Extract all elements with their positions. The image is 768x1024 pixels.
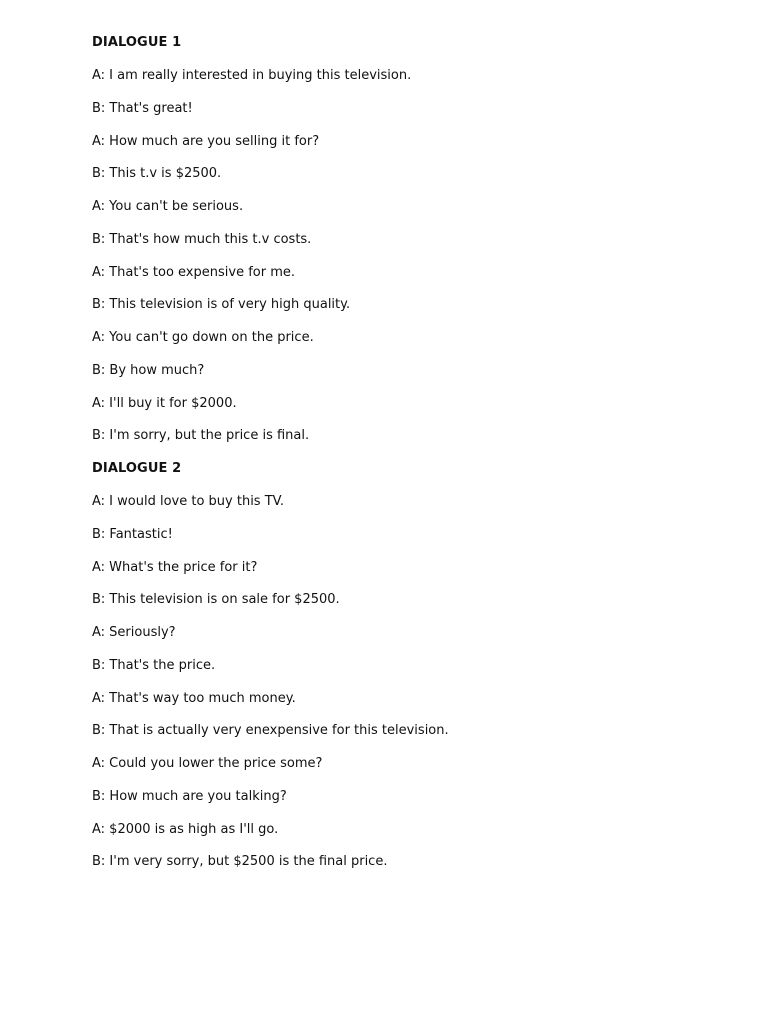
dialogue-1-section [92, 34, 712, 460]
dialogue-1-line-12: B: I'm sorry, but the price is final. [92, 428, 310, 444]
dialogue-1-line-10: B: By how much? [92, 362, 205, 378]
dialogue-2-line-9: A: Could you lower the price some? [92, 756, 323, 771]
dialogue-2-heading: DIALOGUE 2 [92, 461, 182, 476]
dialogue-1-line-7: A: That's too expensive for me. [92, 264, 295, 280]
dialogue-2-line-1: A: I would love to buy this TV. [92, 494, 284, 509]
dialogue-2-line-10: B: How much are you talking? [92, 788, 287, 804]
dialogue-1-line-2: B: That's great! [92, 100, 193, 116]
dialogue-1-line-5: A: You can't be serious. [92, 199, 244, 214]
dialogue-1-line-4: B: This t.v is $2500. [92, 166, 222, 182]
dialogue-2-section [92, 460, 712, 886]
dialogue-1-line-8: B: This television is of very high quality. [92, 297, 351, 313]
dialogue-2-line-8: B: That is actually very enexpensive for this television. [92, 723, 449, 739]
dialogue-1-line-3: A: How much are you selling it for? [92, 133, 320, 149]
dialogue-2-line-7: A: That's way too much money. [92, 690, 296, 706]
dialogue-1-line-1: A: I am really interested in buying this television. [92, 68, 412, 83]
dialogue-1-line-11: A: I'll buy it for $2000. [92, 395, 237, 411]
dialogue-2-line-11: A: $2000 is as high as I'll go. [92, 821, 279, 837]
dialogue-2-line-2: B: Fantastic! [92, 526, 173, 542]
dialogue-1-line-9: A: You can't go down on the price. [92, 330, 314, 345]
dialogue-2-line-3: A: What's the price for it? [92, 559, 258, 575]
dialogue-2-line-4: B: This television is on sale for $2500. [92, 592, 340, 608]
dialogue-1-line-6: B: That's how much this t.v costs. [92, 231, 312, 247]
dialogue-2-line-6: B: That's the price. [92, 657, 216, 673]
dialogue-2-line-5: A: Seriously? [92, 625, 176, 640]
dialogue-2-line-12: B: I'm very sorry, but $2500 is the final price. [92, 854, 388, 870]
dialogue-1-heading: DIALOGUE 1 [92, 35, 182, 50]
